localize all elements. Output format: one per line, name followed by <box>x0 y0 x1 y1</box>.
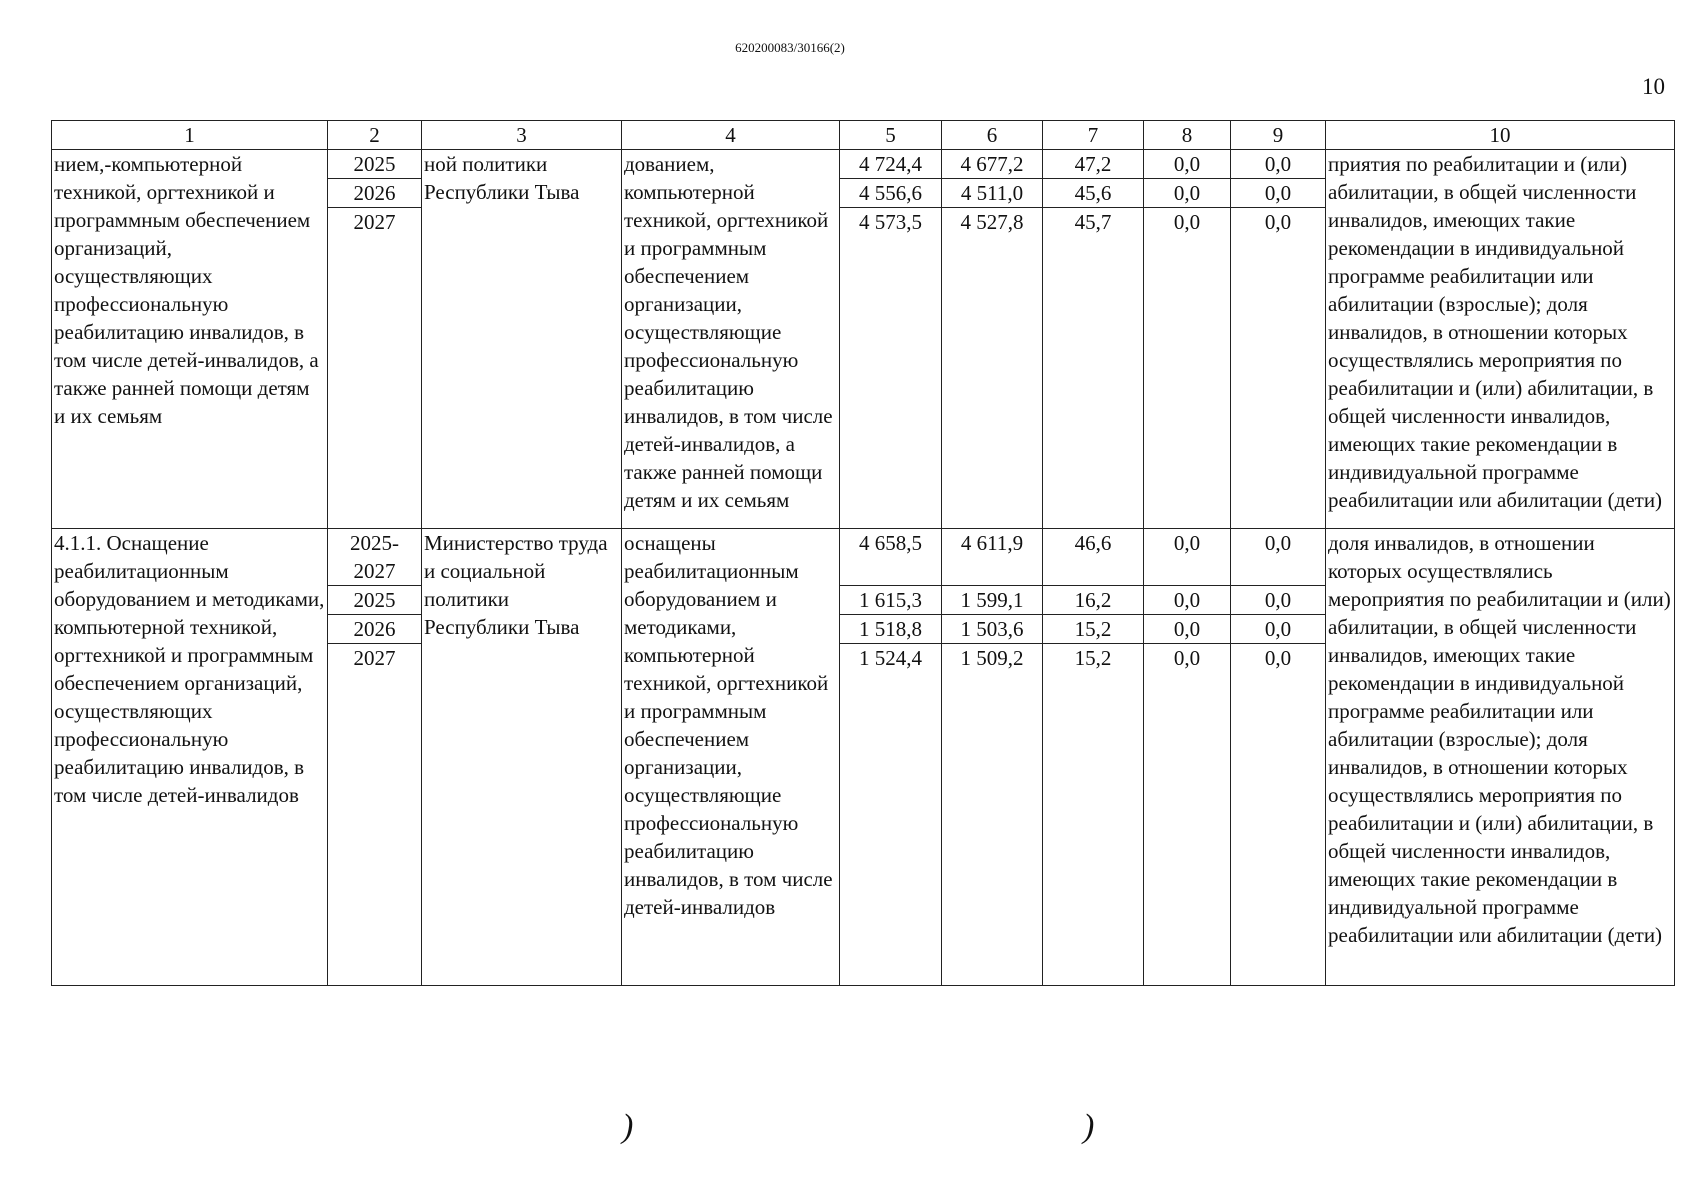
value-cell: 4 677,2 <box>942 150 1043 179</box>
value-cell: 1 599,1 <box>942 585 1043 614</box>
empty-cell <box>328 236 422 528</box>
value-cell: 4 611,9 <box>942 528 1043 585</box>
value-cell: 0,0 <box>1231 179 1326 208</box>
table-row <box>52 528 1675 585</box>
year-cell: 2027 <box>328 643 422 672</box>
value-cell: 4 556,6 <box>840 179 942 208</box>
empty-cell <box>840 236 942 528</box>
empty-cell <box>1231 236 1326 528</box>
column-header: 4 <box>622 121 840 150</box>
executor: Министерство труда и социальной политики Республики Тыва <box>422 528 622 986</box>
page-number: 10 <box>1642 74 1665 99</box>
year-cell: 2025 <box>328 585 422 614</box>
year-cell: 2027 <box>328 208 422 237</box>
value-cell: 1 518,8 <box>840 614 942 643</box>
value-cell: 1 509,2 <box>942 643 1043 672</box>
value-cell: 0,0 <box>1144 614 1231 643</box>
value-cell: 0,0 <box>1231 614 1326 643</box>
executor: ной политики Республики Тыва <box>422 150 622 529</box>
value-cell: 0,0 <box>1231 643 1326 672</box>
measure-name: 4.1.1. Оснащение реабилитационным оборудованием и методиками, компьютерной техникой, оргтехникой и программным обеспечением организаций, осуществляющих профессиональную реабилитацию инвалидов, в том числе детей-инвалидов <box>52 528 328 986</box>
empty-cell <box>942 236 1043 528</box>
value-cell: 4 724,4 <box>840 150 942 179</box>
empty-cell <box>1144 672 1231 986</box>
measure-name: нием,-компьютерной техникой, оргтехникой и программным обеспечением организаций, осуществляющих профессиональную реабилитацию инвалидов, в том числе детей-инвалидов, а также ранней помощи детям и их семьям <box>52 150 328 529</box>
empty-cell <box>1043 672 1144 986</box>
value-cell: 46,6 <box>1043 528 1144 585</box>
value-cell: 0,0 <box>1231 585 1326 614</box>
column-header: 1 <box>52 121 328 150</box>
column-header: 9 <box>1231 121 1326 150</box>
value-cell: 1 524,4 <box>840 643 942 672</box>
table-header-row <box>52 121 1675 150</box>
document-id: 620200083/30166(2) <box>735 40 845 55</box>
value-cell: 0,0 <box>1144 643 1231 672</box>
value-cell: 0,0 <box>1231 208 1326 237</box>
table-row <box>52 150 1675 179</box>
value-cell: 4 511,0 <box>942 179 1043 208</box>
value-cell: 45,7 <box>1043 208 1144 237</box>
value-cell: 0,0 <box>1144 179 1231 208</box>
column-header: 5 <box>840 121 942 150</box>
value-cell: 15,2 <box>1043 614 1144 643</box>
empty-cell <box>1144 236 1231 528</box>
expected-result: дованием, компьютерной техникой, оргтехникой и программным обеспечением организации, осуществляющие профессиональную реабилитацию инвалидов, в том числе детей-инвалидов, а также ранней помощи детям и их семьям <box>622 150 840 529</box>
value-cell: 4 527,8 <box>942 208 1043 237</box>
year-cell: 2026 <box>328 179 422 208</box>
column-header: 10 <box>1326 121 1675 150</box>
program-table <box>51 120 1675 986</box>
page-mark: ) <box>622 1108 634 1145</box>
empty-cell <box>942 672 1043 986</box>
empty-cell <box>1231 672 1326 986</box>
year-cell: 2025 <box>328 150 422 179</box>
value-cell: 0,0 <box>1144 150 1231 179</box>
empty-cell <box>328 672 422 986</box>
value-cell: 0,0 <box>1144 585 1231 614</box>
column-header: 3 <box>422 121 622 150</box>
empty-cell <box>1043 236 1144 528</box>
value-cell: 45,6 <box>1043 179 1144 208</box>
value-cell: 4 658,5 <box>840 528 942 585</box>
value-cell: 4 573,5 <box>840 208 942 237</box>
empty-cell <box>840 672 942 986</box>
column-header: 8 <box>1144 121 1231 150</box>
column-header: 7 <box>1043 121 1144 150</box>
value-cell: 0,0 <box>1144 208 1231 237</box>
value-cell: 1 503,6 <box>942 614 1043 643</box>
value-cell: 47,2 <box>1043 150 1144 179</box>
expected-result: оснащены реабилитационным оборудованием и методиками, компьютерной техникой, оргтехникой и программным обеспечением организации, осуществляющие профессиональную реабилитацию инвалидов, в том числе детей-инвалидов <box>622 528 840 986</box>
value-cell: 16,2 <box>1043 585 1144 614</box>
value-cell: 1 615,3 <box>840 585 942 614</box>
value-cell: 0,0 <box>1231 150 1326 179</box>
value-cell: 0,0 <box>1231 528 1326 585</box>
indicator: приятия по реабилитации и (или) абилитации, в общей численности инвалидов, имеющих такие рекомендации в индивидуальной программе реабилитации или абилитации (взрослые); доля инвалидов, в отношении которых осуществлялись мероприятия по реабилитации и (или) абилитации, в общей численности инвалидов, имеющих такие рекомендации в индивидуальной программе реабилитации или абилитации (дети) <box>1326 150 1675 529</box>
indicator: доля инвалидов, в отношении которых осуществлялись мероприятия по реабилитации и (или) абилитации, в общей численности инвалидов, имеющих такие рекомендации в индивидуальной программе реабилитации или абилитации (взрослые); доля инвалидов, в отношении которых осуществлялись мероприятия по реабилитации и (или) абилитации, в общей численности инвалидов, имеющих такие рекомендации в индивидуальной программе реабилитации или абилитации (дети) <box>1326 528 1675 986</box>
column-header: 6 <box>942 121 1043 150</box>
year-cell: 2025-2027 <box>328 528 422 585</box>
value-cell: 15,2 <box>1043 643 1144 672</box>
year-cell: 2026 <box>328 614 422 643</box>
column-header: 2 <box>328 121 422 150</box>
value-cell: 0,0 <box>1144 528 1231 585</box>
page-mark: ) <box>1083 1108 1095 1145</box>
